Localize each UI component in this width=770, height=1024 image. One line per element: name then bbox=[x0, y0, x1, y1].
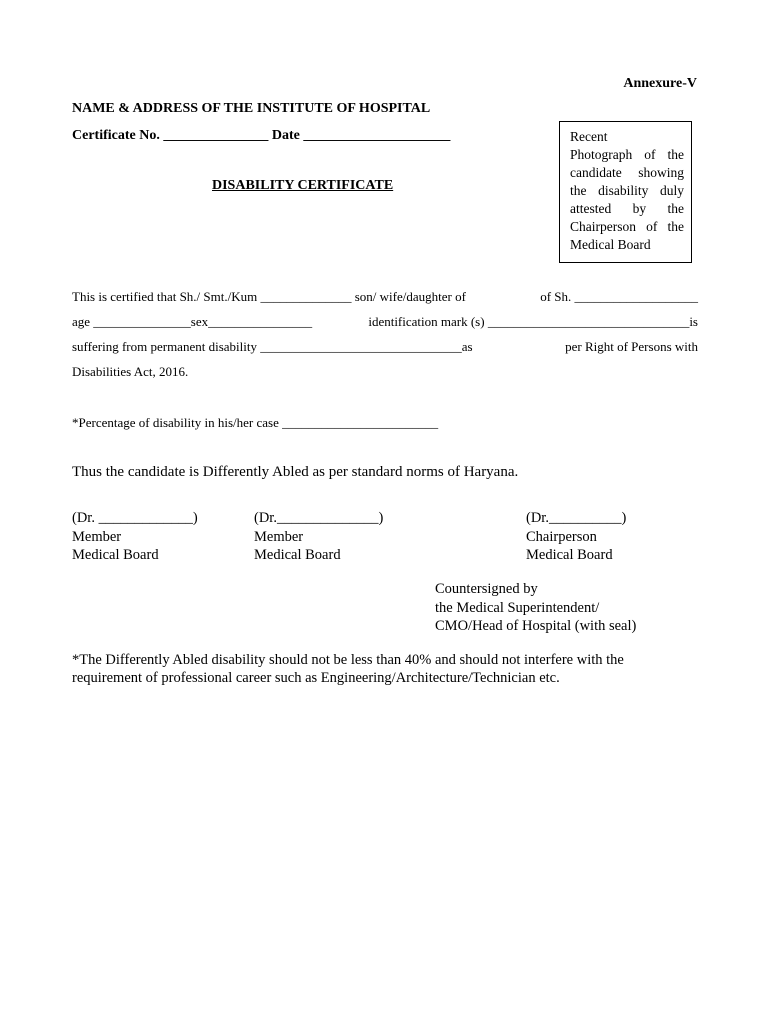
photo-text-line: Photograph of the bbox=[570, 147, 684, 162]
percentage-line: *Percentage of disability in his/her case ________________________ bbox=[72, 415, 439, 430]
photo-text-line: attested by the bbox=[570, 201, 684, 216]
signature-role: Member bbox=[254, 528, 304, 545]
institute-heading: NAME & ADDRESS OF THE INSTITUTE OF HOSPITAL bbox=[72, 101, 431, 116]
signature-board: Medical Board bbox=[526, 547, 613, 563]
photo-text-line: Recent bbox=[570, 129, 608, 144]
certificate-number-date-line: Certificate No. _______________ Date _____________________ bbox=[72, 128, 451, 143]
signature-role: Member bbox=[72, 528, 122, 545]
signature-role: Chairperson bbox=[526, 528, 597, 545]
row3-left: suffering from permanent disability _______________________________as bbox=[72, 339, 473, 354]
countersigned-line: CMO/Head of Hospital (with seal) bbox=[435, 618, 637, 634]
signature-name: (Dr. _____________) bbox=[72, 510, 198, 526]
signature-board: Medical Board bbox=[72, 547, 159, 563]
countersigned-line: the Medical Superintendent/ bbox=[435, 599, 600, 616]
certification-row-3 bbox=[72, 339, 698, 355]
certification-row-1 bbox=[72, 289, 698, 305]
photograph-instructions bbox=[570, 128, 684, 254]
certification-row-2 bbox=[72, 314, 698, 330]
footnote-line-1-text: *The Differently Abled disability should not be less than 40% and should not interfere with the bbox=[72, 652, 624, 668]
annexure-label: Annexure-V bbox=[623, 76, 697, 91]
countersigned-block bbox=[435, 580, 636, 636]
signature-name: (Dr.__________) bbox=[526, 510, 627, 526]
signature-board: Medical Board bbox=[254, 547, 341, 563]
certification-row-4: Disabilities Act, 2016. bbox=[72, 364, 189, 379]
row2-right: identification mark (s) _______________________________is bbox=[368, 314, 698, 329]
row1-right: of Sh. ___________________ bbox=[540, 289, 698, 304]
signature-chairperson bbox=[526, 509, 626, 565]
document-title: DISABILITY CERTIFICATE bbox=[212, 178, 394, 193]
countersigned-line: Countersigned by bbox=[435, 581, 538, 597]
row1-left: This is certified that Sh./ Smt./Kum ______________ son/ wife/daughter of bbox=[72, 289, 466, 304]
signature-member-1 bbox=[72, 509, 198, 565]
footnote-line-1 bbox=[72, 651, 698, 669]
photo-text-line: the disability duly bbox=[570, 183, 684, 198]
footnote-line-2: requirement of professional career such as Engineering/Architecture/Technician etc. bbox=[72, 670, 560, 686]
row2-left: age _______________sex________________ bbox=[72, 314, 313, 329]
photograph-box bbox=[559, 121, 692, 263]
photo-text-line: candidate showing bbox=[570, 165, 684, 180]
signature-name: (Dr.______________) bbox=[254, 510, 384, 526]
photo-text-line: Chairperson of the bbox=[570, 219, 684, 234]
footnote bbox=[72, 651, 698, 687]
signature-member-2 bbox=[254, 509, 383, 565]
row3-right: per Right of Persons with bbox=[565, 339, 698, 354]
conclusion-line: Thus the candidate is Differently Abled as per standard norms of Haryana. bbox=[72, 464, 519, 480]
photo-text-line: Medical Board bbox=[570, 237, 651, 252]
